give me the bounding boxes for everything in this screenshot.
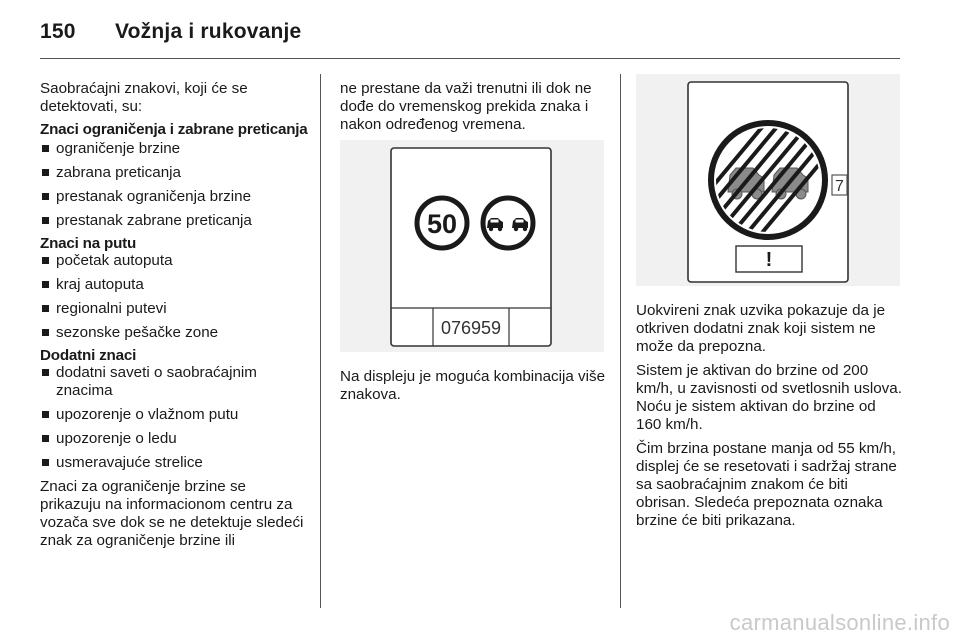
column-right bbox=[636, 302, 904, 536]
list-item: zabrana preticanja bbox=[40, 164, 308, 182]
list-item: regionalni putevi bbox=[40, 300, 308, 318]
column-left bbox=[40, 80, 308, 556]
paragraph: Uokvireni znak uzvika pokazuje da je otkriven dodatni znak koji sistem ne može da prepozna. bbox=[636, 302, 886, 355]
no-overtaking-sign bbox=[483, 198, 533, 248]
code-label: 076959 bbox=[440, 318, 502, 338]
figure-caption-block bbox=[340, 368, 608, 410]
header-divider bbox=[40, 58, 900, 59]
list-item: upozorenje o vlažnom putu bbox=[40, 406, 308, 424]
bullet-list bbox=[40, 252, 308, 342]
exclamation-mark: ! bbox=[765, 249, 773, 271]
list-item: prestanak ograničenja brzine bbox=[40, 188, 308, 206]
section-heading: Dodatni znaci bbox=[40, 347, 137, 364]
section-heading: Znaci na putu bbox=[40, 235, 137, 252]
list-item: prestanak zabrane preticanja bbox=[40, 212, 308, 230]
page-title: Vožnja i rukovanje bbox=[115, 20, 302, 43]
list-item: ograničenje brzine bbox=[40, 140, 308, 158]
sign-illustration bbox=[636, 74, 900, 286]
speed-limit-value: 50 bbox=[426, 209, 458, 239]
list-item: kraj autoputa bbox=[40, 276, 308, 294]
outro-paragraph: Znaci za ograničenje brzine se prikazuju na informacionom centru za vozača sve dok se ne detektuje sledeći znak za ograničenje brzine ili bbox=[40, 478, 304, 549]
continuation-paragraph: ne prestane da važi trenutni ili dok ne dođe do vremenskog prekida znaka i nakon određenog vremena. bbox=[340, 80, 592, 133]
intro-paragraph: Saobraćajni znakovi, koji će se detektovati, su: bbox=[40, 80, 248, 115]
display-illustration bbox=[340, 140, 604, 352]
page-number: 150 bbox=[40, 20, 76, 43]
list-item: početak autoputa bbox=[40, 252, 308, 270]
bullet-list bbox=[40, 140, 308, 230]
bullet-list bbox=[40, 364, 308, 472]
list-item: upozorenje o ledu bbox=[40, 430, 308, 448]
column-middle bbox=[340, 80, 608, 140]
side-mark: 7 bbox=[835, 178, 844, 195]
paragraph: Sistem je aktivan do brzine od 200 km/h, u zavisnosti od svetlosnih uslova. Noću je sistem aktivan do brzine od 160 km/h. bbox=[636, 362, 902, 433]
paragraph: Čim brzina postane manja od 55 km/h, displej će se resetovati i sadržaj strane sa saobraćajnim znakom će biti obrisan. Sledeća prepoznata oznaka brzine će biti prikazana. bbox=[636, 440, 897, 529]
column-divider bbox=[620, 74, 621, 608]
list-item: usmeravajuće strelice bbox=[40, 454, 308, 472]
list-item: dodatni saveti o saobraćajnim znacima bbox=[40, 364, 308, 400]
column-divider bbox=[320, 74, 321, 608]
figure-caption: Na displeju je moguća kombinacija više znakova. bbox=[340, 368, 606, 403]
section-heading: Znaci ograničenja i zabrane preticanja bbox=[40, 121, 308, 138]
list-item: sezonske pešačke zone bbox=[40, 324, 308, 342]
watermark: carmanualsonline.info bbox=[729, 610, 950, 635]
